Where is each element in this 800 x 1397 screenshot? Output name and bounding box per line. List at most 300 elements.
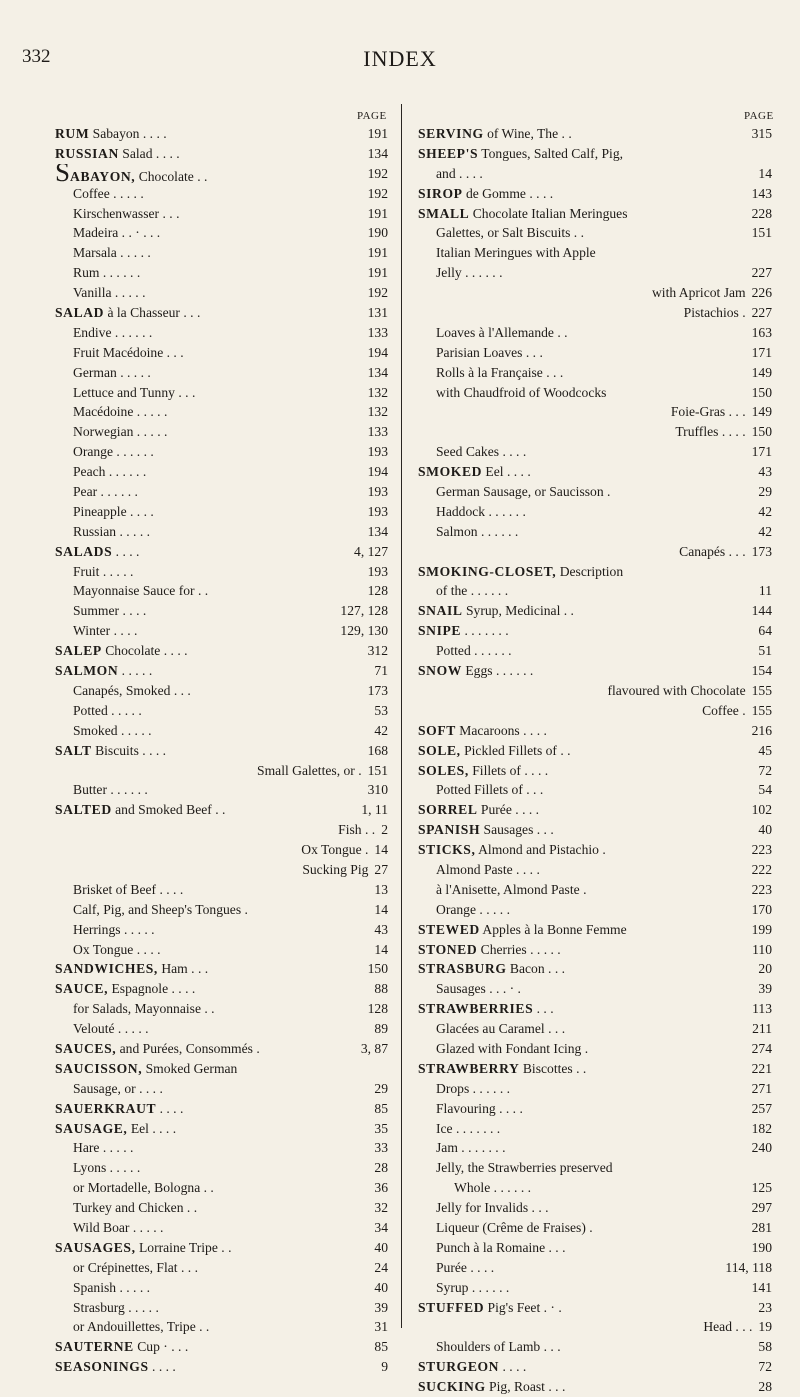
index-entry: [418, 422, 772, 442]
entry-leader-dots: . .: [551, 1239, 566, 1255]
entry-leader-dots: . . .: [155, 1120, 177, 1136]
entry-page-number: 133: [367, 324, 388, 340]
index-entry: [418, 681, 772, 701]
entry-text: [55, 363, 364, 383]
entry-page-number: 42: [374, 722, 388, 738]
entry-leader-dots: .: [581, 1040, 589, 1056]
entry-heading: SALTED: [55, 802, 112, 818]
entry-text: [55, 1019, 370, 1039]
index-entry: [55, 601, 388, 621]
entry-label: Sausages: [480, 822, 534, 838]
index-entry: [418, 840, 772, 860]
entry-heading: SALMON: [55, 663, 119, 679]
entry-heading: SNOW: [418, 663, 462, 679]
entry-page-number: 271: [751, 1080, 772, 1096]
entry-label: or Andouillettes, Tripe: [73, 1319, 196, 1335]
entry-leader-dots: . . .: [163, 344, 184, 360]
entry-page-number: 191: [367, 205, 388, 221]
entry-leader-dots: · .: [547, 1299, 562, 1315]
entry-label: à la Chasseur .: [104, 305, 187, 321]
entry-text: [418, 542, 748, 562]
entry-label: Salmon: [436, 523, 478, 539]
index-entry: [418, 1198, 772, 1218]
entry-label: Potted: [436, 643, 471, 659]
entry-text: [418, 621, 754, 641]
index-entry: [418, 820, 772, 840]
index-entry: [55, 1337, 388, 1357]
entry-leader-dots: .: [218, 802, 226, 818]
entry-text: [55, 1298, 370, 1318]
entry-label: Pig, Roast .: [485, 1379, 552, 1395]
entry-label: Smoked .: [73, 722, 125, 738]
entry-label: Eel .: [127, 1120, 156, 1136]
entry-text: [55, 1119, 370, 1139]
entry-text: [55, 124, 364, 144]
entry-heading: ABAYON,: [70, 168, 136, 184]
index-entry: [55, 1298, 388, 1318]
entry-heading: SERVING: [418, 126, 484, 141]
entry-label: and: [436, 165, 456, 181]
index-entry: [55, 621, 388, 641]
entry-text: [55, 979, 370, 999]
entry-text: [55, 721, 370, 741]
entry-leader-dots: . .: [194, 583, 209, 599]
entry-page-number: 193: [367, 444, 388, 460]
index-entry: [55, 721, 388, 741]
entry-leader-dots: . . . . . .: [464, 1140, 506, 1156]
entry-heading: SHEEP'S: [418, 145, 479, 161]
entry-text: [418, 1238, 748, 1258]
index-entry: [55, 800, 388, 820]
index-entry: [55, 402, 388, 422]
entry-page-number: 85: [374, 1100, 388, 1116]
entry-text: [55, 1238, 370, 1258]
entry-leader-dots: .: [577, 225, 585, 241]
entry-page-number: 64: [758, 623, 772, 639]
entry-heading: SNAIL: [418, 603, 463, 619]
entry-leader-dots: .: [738, 702, 746, 718]
entry-text: [55, 542, 350, 562]
entry-page-number: 32: [374, 1200, 388, 1216]
entry-page-number: 315: [751, 126, 772, 141]
entry-label: Macédoine: [73, 404, 134, 420]
entry-page-number: 149: [751, 404, 772, 420]
entry-text: [55, 959, 364, 979]
entry-page-number: 33: [374, 1140, 388, 1156]
entry-heading: SOLE,: [418, 742, 461, 758]
entry-leader-dots: . . .: [162, 881, 184, 897]
entry-leader-dots: . . . .: [455, 165, 483, 181]
entry-leader-dots: . . . .: [499, 444, 527, 460]
entry-page-number: 23: [758, 1299, 772, 1315]
entry-label: Coffee: [73, 185, 110, 201]
entry-label: Apples à la Bonne Femme: [479, 921, 627, 937]
entry-leader-dots: .: [368, 822, 376, 838]
entry-page-number: 240: [751, 1140, 772, 1156]
entry-heading: STEWED: [418, 921, 480, 937]
entry-label: Fillets of .: [468, 762, 528, 778]
entry-page-number: 24: [374, 1259, 388, 1275]
page-title: INDEX: [363, 46, 437, 71]
entry-leader-dots: . . . .: [127, 921, 155, 937]
index-entry: [55, 522, 388, 542]
entry-label: Jelly: [436, 265, 462, 281]
entry-label: Marsala .: [73, 245, 124, 261]
entry-label: with Apricot Jam: [651, 285, 746, 301]
entry-page-number: 170: [751, 901, 772, 917]
index-entry: [55, 442, 388, 462]
entry-heading: SMOKED: [418, 464, 483, 480]
entry-page-number: 14: [374, 941, 388, 957]
index-entry: [55, 343, 388, 363]
index-entry: [418, 721, 772, 741]
entry-leader-dots: . . · .: [492, 981, 521, 997]
entry-page-number: 29: [758, 484, 772, 500]
entry-label: German: [73, 364, 117, 380]
entry-label: Whole .: [454, 1180, 498, 1196]
index-entry: [418, 1138, 772, 1158]
index-entry: [55, 323, 388, 343]
entry-label: Lettuce and Tunny .: [73, 384, 182, 400]
entry-text: [418, 1377, 754, 1397]
index-entry: [55, 1059, 388, 1079]
entry-leader-dots: . . . .: [122, 523, 151, 539]
entry-text: [55, 761, 364, 781]
entry-leader-dots: . · . . .: [125, 225, 161, 241]
entry-text: [418, 323, 748, 343]
entry-leader-dots: . . .: [522, 344, 543, 360]
entry-page-number: 226: [751, 285, 772, 301]
entry-text: [418, 204, 748, 224]
entry-heading: SAUSAGES,: [55, 1239, 136, 1255]
index-entry: [418, 741, 772, 761]
entry-text: [418, 900, 748, 920]
entry-leader-dots: . . . .: [131, 1299, 159, 1315]
entry-page-number: 150: [751, 384, 772, 400]
entry-leader-dots: . . . .: [123, 245, 151, 261]
entry-text: [55, 641, 364, 661]
index-entry: [418, 502, 772, 522]
entry-text: [55, 1178, 370, 1198]
entry-label: Pickled Fillets of: [460, 742, 557, 758]
entry-text: [55, 522, 364, 542]
entry-text: [418, 383, 748, 403]
entry-page-number: 194: [367, 464, 388, 480]
entry-leader-dots: . . . .: [133, 941, 161, 957]
entry-page-number: 191: [367, 265, 388, 281]
entry-label: Sausages .: [436, 981, 493, 997]
entry-label: Liqueur (Crême de Fraises): [436, 1219, 586, 1235]
index-entry: [55, 462, 388, 482]
entry-leader-dots: . . . . .: [106, 1160, 141, 1176]
entry-leader-dots: . . .: [528, 1200, 549, 1216]
index-entry: [55, 263, 388, 283]
index-entry: [55, 204, 388, 224]
entry-text: [55, 1258, 370, 1278]
index-entry: [55, 482, 388, 502]
entry-text: [418, 1298, 754, 1318]
index-entry: [55, 681, 388, 701]
entry-text: [55, 920, 370, 940]
entry-text: [418, 164, 754, 184]
index-entry: [418, 184, 772, 204]
entry-page-number: 51: [758, 643, 772, 659]
entry-label: Rum: [73, 265, 100, 281]
entry-text: [55, 1138, 370, 1158]
entry-page-number: 193: [367, 503, 388, 519]
entry-heading: SPANISH: [418, 822, 481, 838]
entry-text: [418, 661, 748, 681]
index-entry: [418, 562, 772, 582]
entry-label: Hare: [73, 1140, 100, 1156]
entry-label: Almond and Pistachio: [475, 842, 599, 858]
entry-label: Ox Tongue: [73, 941, 134, 957]
entry-leader-dots: . . .: [533, 1001, 554, 1017]
index-entry: [418, 1099, 772, 1119]
index-entry: [55, 860, 388, 880]
page-number: 332: [22, 46, 51, 67]
entry-leader-dots: . . . . . .: [461, 265, 503, 281]
entry-text: [418, 1337, 754, 1357]
entry-text: [55, 741, 364, 761]
entry-text: [55, 1079, 370, 1099]
entry-leader-dots: . . .: [725, 404, 746, 420]
entry-label: Winter: [73, 623, 111, 639]
entry-label: Biscuits: [91, 742, 139, 758]
index-entry: [418, 383, 772, 403]
entry-label: Jelly, the Strawberries preserved: [436, 1160, 613, 1176]
entry-leader-dots: . . . . . .: [470, 643, 512, 659]
entry-leader-dots: . . .: [170, 682, 191, 698]
index-entry: [55, 940, 388, 960]
entry-label: or Mortadelle, Bologna: [73, 1180, 201, 1196]
entry-label: à l'Anisette, Almond Paste: [436, 881, 580, 897]
entry-label: Chocolate Italian Meringues: [469, 205, 628, 221]
index-entry: [55, 820, 388, 840]
entry-leader-dots: .: [579, 1060, 587, 1076]
entry-page-number: 257: [751, 1100, 772, 1116]
entry-text: [55, 402, 364, 422]
entry-page-number: 88: [374, 981, 388, 997]
index-entry: [418, 343, 772, 363]
entry-page-number: 39: [758, 981, 772, 997]
index-entry: [55, 144, 388, 164]
index-entry: [418, 402, 772, 422]
entry-heading: SALAD: [55, 305, 105, 321]
entry-leader-dots: . .: [560, 603, 574, 619]
entry-leader-dots: . . . . .: [107, 702, 142, 718]
entry-page-number: 192: [367, 285, 388, 301]
entry-text: [55, 1039, 357, 1059]
index-entry: [55, 1079, 388, 1099]
entry-leader-dots: . . . . . .: [113, 444, 154, 460]
entry-text: [418, 641, 754, 661]
entry-text: [418, 800, 748, 820]
entry-leader-dots: .: [598, 842, 606, 858]
index-entry: [55, 1198, 388, 1218]
index-entry: [55, 840, 388, 860]
index-entry: [55, 283, 388, 303]
entry-leader-dots: . .: [551, 1021, 566, 1037]
entry-leader-dots: . .: [738, 1319, 753, 1335]
entry-leader-dots: . . .: [527, 762, 549, 778]
entry-text: [55, 1198, 370, 1218]
entry-heading: SAUCE,: [55, 981, 109, 997]
entry-page-number: 310: [367, 782, 388, 798]
entry-label: flavoured with Chocolate: [607, 682, 746, 698]
entry-text: [55, 562, 364, 582]
index-entry: [55, 562, 388, 582]
index-entry: [55, 900, 388, 920]
entry-text: [418, 940, 748, 960]
entry-page-number: 3, 87: [360, 1040, 388, 1056]
index-entry: [55, 243, 388, 263]
entry-page-number: 53: [374, 702, 388, 718]
entry-label: Description: [556, 563, 624, 579]
index-entry: [418, 1377, 772, 1397]
entry-label: Shoulders of Lamb .: [436, 1339, 548, 1355]
entry-text: [418, 144, 768, 164]
index-entry: [418, 761, 772, 781]
entry-leader-dots: .: [361, 842, 369, 858]
entry-page-number: [768, 144, 772, 164]
entry-leader-dots: . . . .: [112, 543, 140, 559]
entry-text: [55, 1158, 370, 1178]
entry-leader-dots: . . . .: [533, 941, 561, 957]
entry-leader-dots: . .: [186, 305, 201, 321]
index-entry: [55, 164, 388, 184]
entry-text: [55, 1059, 384, 1079]
entry-label: Kirschenwasser: [73, 205, 160, 221]
entry-page-number: 223: [751, 842, 772, 858]
entry-page-number: 28: [374, 1160, 388, 1176]
entry-text: [55, 820, 377, 840]
entry-text: [418, 263, 748, 283]
entry-leader-dots: . . . .: [118, 285, 146, 301]
entry-leader-dots: . . . . .: [491, 503, 526, 519]
entry-leader-dots: . . . . . .: [467, 583, 509, 599]
entry-leader-dots: . . . .: [503, 464, 531, 480]
index-entry: [55, 880, 388, 900]
entry-text: [418, 283, 748, 303]
index-entry: [418, 482, 772, 502]
index-entry: [418, 164, 772, 184]
entry-leader-dots: . .: [194, 961, 209, 977]
entry-label: Pistachios: [683, 305, 739, 321]
entry-text: [55, 283, 364, 303]
entry-leader-dots: . .: [181, 384, 196, 400]
entry-heading: STONED: [418, 941, 478, 957]
index-entry: [55, 581, 388, 601]
index-entry: [55, 1178, 388, 1198]
index-entry: [55, 920, 388, 940]
entry-leader-dots: . . . . .: [133, 424, 168, 440]
entry-leader-dots: . . .: [533, 822, 554, 838]
entry-page-number: 199: [751, 921, 772, 937]
entry-text: [418, 1278, 748, 1298]
entry-text: [418, 363, 748, 383]
entry-label: Turkey and Chicken: [73, 1200, 184, 1216]
entry-label: Macaroons .: [455, 722, 527, 738]
entry-page-number: 102: [751, 802, 772, 818]
entry-text: [418, 402, 748, 422]
entry-page-number: 222: [751, 861, 772, 877]
index-entry: [418, 1357, 772, 1377]
index-entry: [55, 1278, 388, 1298]
entry-heading: SANDWICHES,: [55, 961, 158, 977]
entry-page-number: 154: [751, 663, 772, 679]
entry-leader-dots: . .: [193, 168, 208, 184]
entry-leader-dots: . . . .: [156, 1100, 184, 1116]
entry-page-number: 4, 127: [354, 543, 388, 559]
entry-text: [418, 840, 748, 860]
entry-page-number: 14: [374, 842, 388, 858]
entry-label: Parisian Loaves: [436, 344, 523, 360]
entry-leader-dots: . . . . .: [497, 1180, 532, 1196]
index-entry: [418, 303, 772, 323]
entry-page-number: 216: [751, 722, 772, 738]
entry-page-number: 2: [381, 822, 388, 838]
entry-leader-dots: . . . . .: [116, 364, 151, 380]
entry-page-number: 14: [374, 901, 388, 917]
entry-text: [55, 621, 336, 641]
entry-leader-dots: . .: [184, 1259, 198, 1275]
entry-leader-dots: . .: [200, 1001, 215, 1017]
index-entry: [55, 1158, 388, 1178]
entry-page-number: 211: [752, 1021, 772, 1037]
entry-leader-dots: .: [224, 1239, 232, 1255]
entry-page-number: 194: [367, 344, 388, 360]
entry-text: [418, 761, 754, 781]
entry-label: Jam .: [436, 1140, 465, 1156]
entry-label: Cup: [133, 1339, 160, 1355]
entry-page-number: 151: [751, 225, 772, 241]
entry-text: [55, 601, 336, 621]
entry-label: Ice .: [436, 1120, 460, 1136]
entry-label: Biscottes .: [519, 1060, 580, 1076]
entry-label: Almond Paste .: [436, 861, 520, 877]
entry-heading: SALADS: [55, 543, 113, 559]
entry-heading: SALEP: [55, 643, 102, 659]
entry-label: Vanilla .: [73, 285, 119, 301]
entry-text: [418, 184, 748, 204]
index-entry: [418, 1119, 772, 1139]
entry-heading: STURGEON: [418, 1359, 500, 1375]
entry-label: Eggs .: [461, 663, 500, 679]
entry-label: Norwegian: [73, 424, 134, 440]
index-entry: [418, 661, 772, 681]
entry-text: [418, 1218, 748, 1238]
index-entry: [418, 900, 772, 920]
entry-text: [418, 721, 748, 741]
entry-label: of Wine, The: [483, 126, 559, 141]
entry-page-number: 42: [758, 503, 772, 519]
entry-heading: SORREL: [418, 802, 478, 818]
index-entry: [418, 1019, 772, 1039]
entry-text: [418, 562, 768, 582]
entry-label: Punch à la Romaine .: [436, 1239, 552, 1255]
entry-text: [418, 581, 755, 601]
entry-label: Brisket of Beef .: [73, 881, 163, 897]
entry-label: Espagnole .: [108, 981, 175, 997]
index-entry: [418, 641, 772, 661]
entry-page-number: 182: [751, 1120, 772, 1136]
entry-page-number: 27: [374, 861, 388, 877]
entry-page-number: 127, 128: [340, 603, 388, 619]
entry-page-number: 150: [751, 424, 772, 440]
index-entry: [418, 363, 772, 383]
entry-text: [418, 780, 754, 800]
